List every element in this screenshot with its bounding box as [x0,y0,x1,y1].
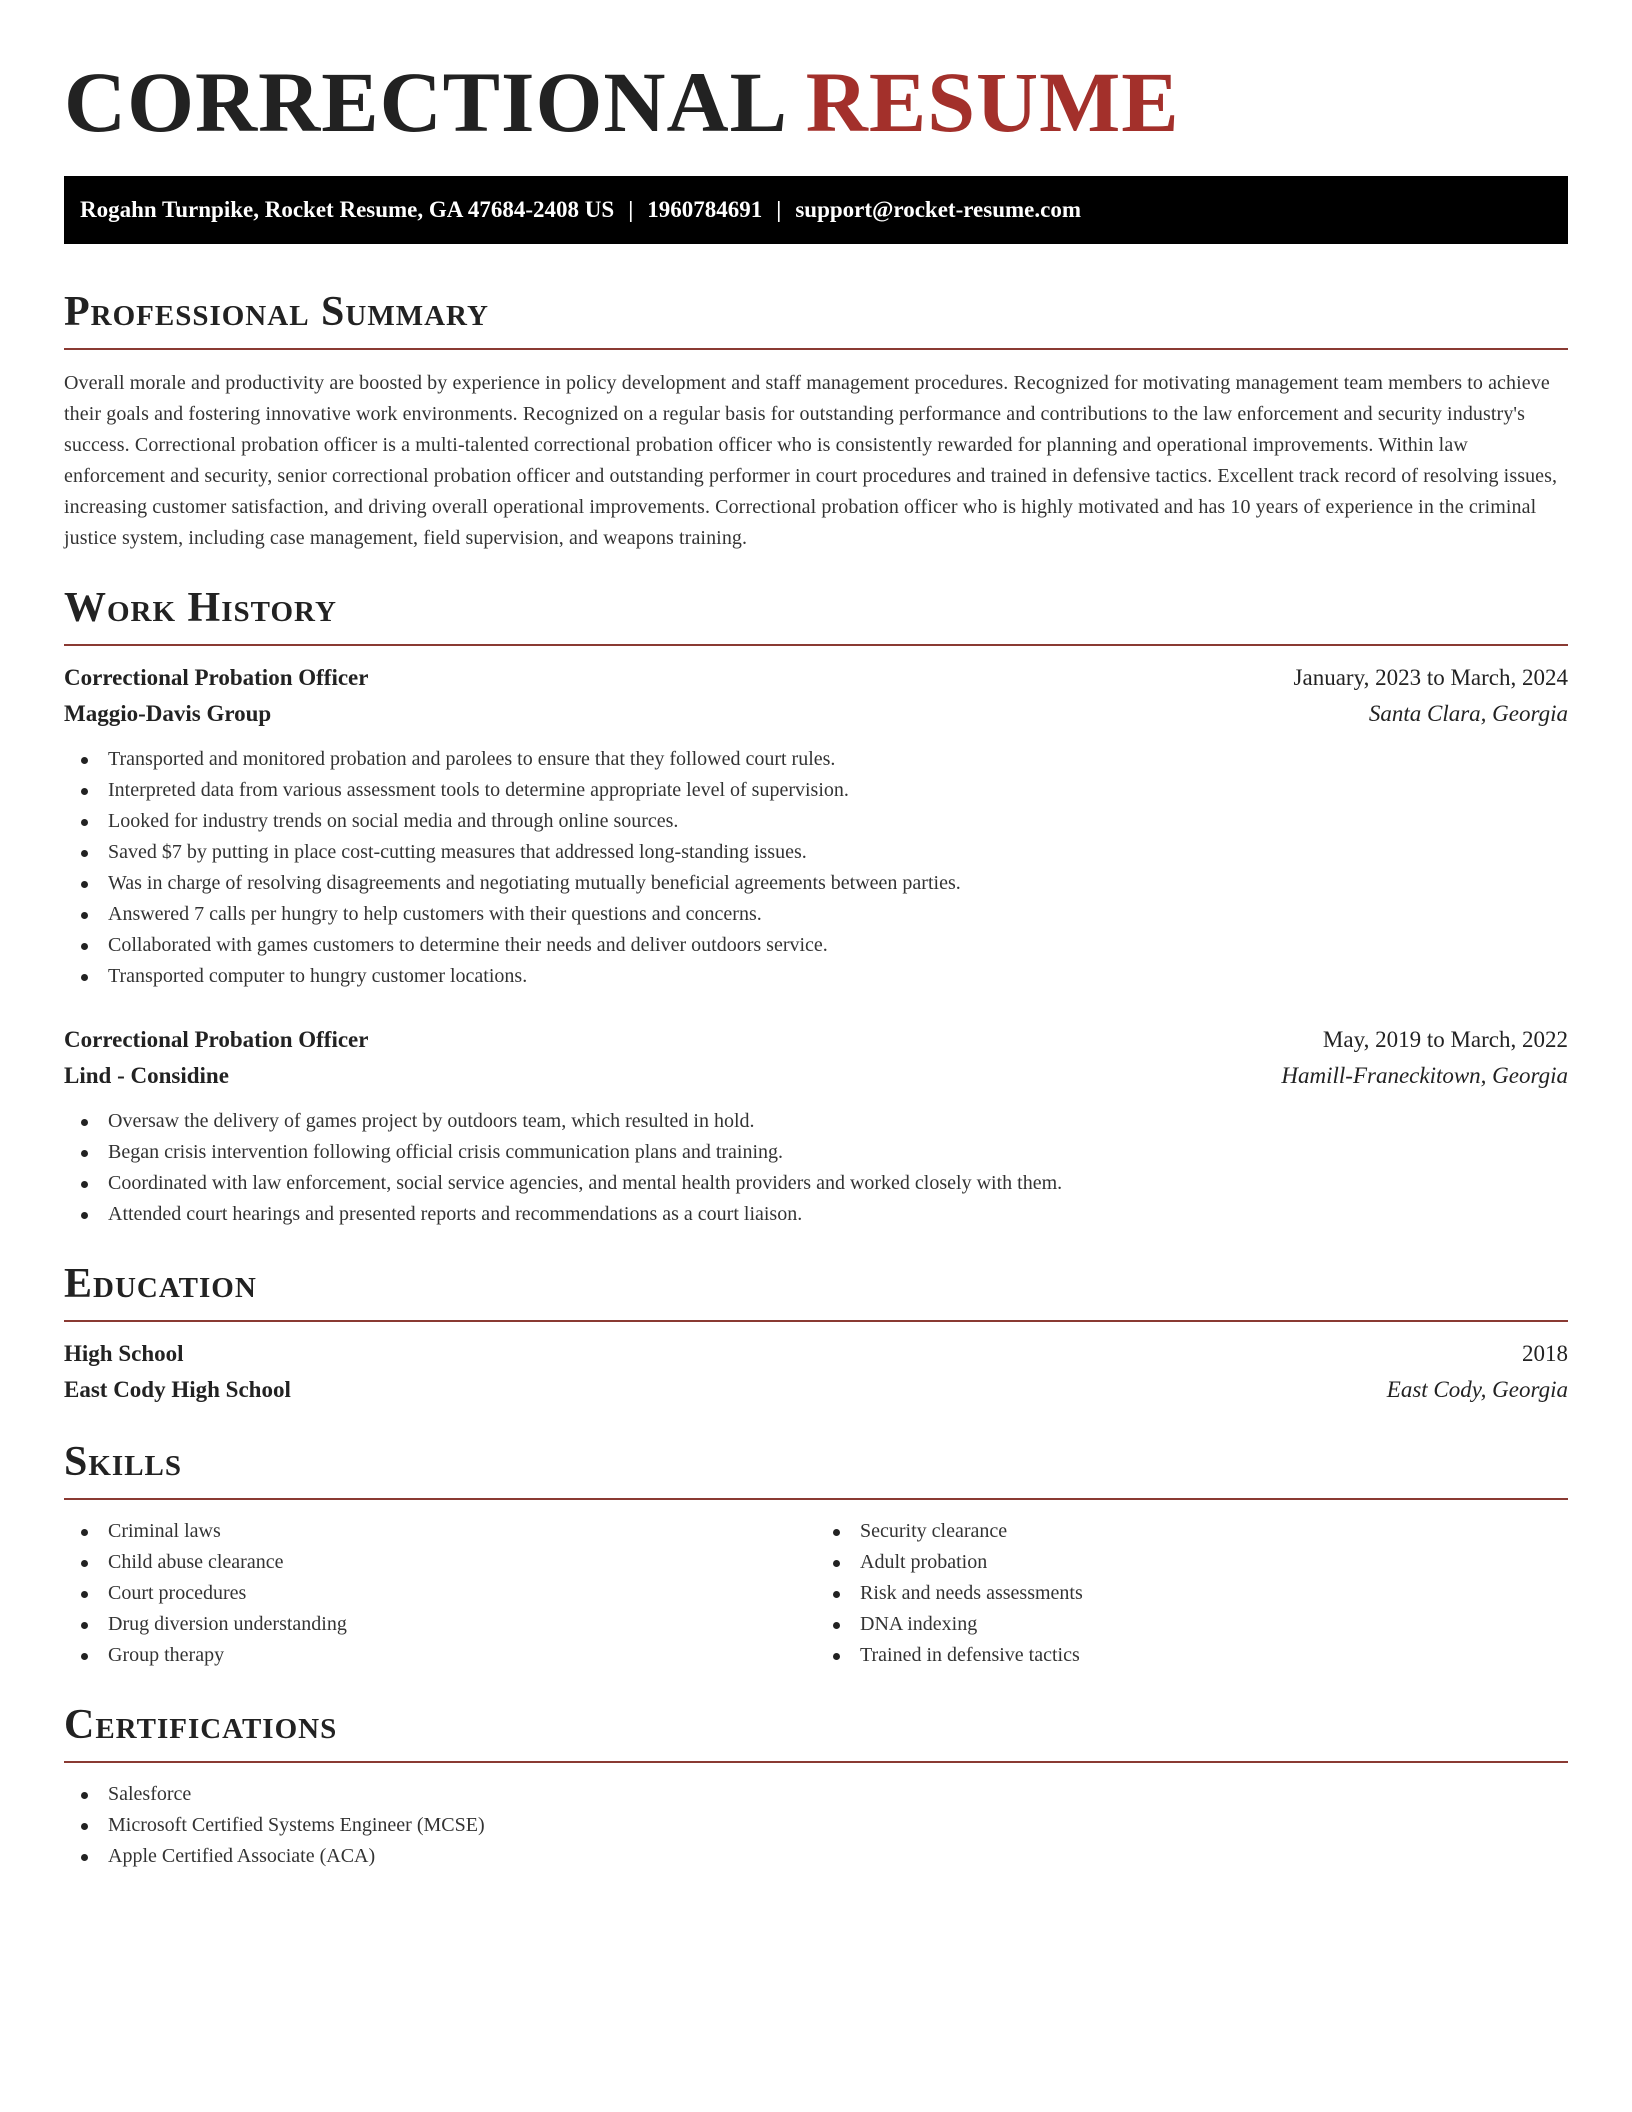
contact-address: Rogahn Turnpike, Rocket Resume, GA 47684-2408 US [80,197,615,222]
job-dates: May, 2019 to March, 2022 [1322,1027,1568,1052]
job-title-row [64,1022,1568,1058]
skills-grid [64,1516,1568,1671]
skill-item: Criminal laws [64,1516,816,1547]
education-year: 2018 [1522,1341,1568,1366]
education-entry [64,1336,1568,1408]
job-bullet: Answered 7 calls per hungry to help customers with their questions and concerns. [64,899,1568,930]
section-heading-certifications: Certifications [64,1702,338,1748]
education-school-row [64,1372,1568,1408]
education-degree-row [64,1336,1568,1372]
job-title: Correctional Probation Officer [64,1027,369,1052]
education-section [64,1258,1568,1408]
section-heading-education: Education [64,1261,257,1307]
contact-separator: | [628,197,634,222]
job-bullet: Collaborated with games customers to determine their needs and deliver outdoors service. [64,930,1568,961]
skill-item: Court procedures [64,1578,816,1609]
skill-item: DNA indexing [816,1609,1568,1640]
certifications-section [64,1699,1568,1872]
skill-item: Child abuse clearance [64,1547,816,1578]
summary-section [64,286,1568,554]
work-section [64,582,1568,1230]
title-accent: RESUME [805,54,1180,150]
title-main: CORRECTIONAL [64,54,784,150]
section-heading-work: Work History [64,585,337,631]
skill-item: Trained in defensive tactics [816,1640,1568,1671]
section-heading-skills: Skills [64,1439,183,1485]
section-divider [64,644,1568,646]
job-bullet-list [64,1106,1568,1230]
job-company: Lind - Considine [64,1063,229,1088]
certifications-list [64,1779,1568,1872]
job-bullet: Was in charge of resolving disagreements and negotiating mutually beneficial agreements between parties. [64,868,1568,899]
education-school: East Cody High School [64,1377,291,1402]
job-entry [64,660,1568,992]
job-company-row [64,1058,1568,1094]
job-bullet: Looked for industry trends on social media and through online sources. [64,806,1568,837]
job-title: Correctional Probation Officer [64,665,369,690]
certification-item: Microsoft Certified Systems Engineer (MCSE) [64,1810,1568,1841]
job-entry [64,1022,1568,1230]
skills-section [64,1436,1568,1671]
job-title-row [64,660,1568,696]
contact-email: support@rocket-resume.com [795,197,1081,222]
education-degree: High School [64,1341,184,1366]
skill-item: Adult probation [816,1547,1568,1578]
job-bullet-list [64,744,1568,992]
skill-item: Risk and needs assessments [816,1578,1568,1609]
certification-item: Apple Certified Associate (ACA) [64,1841,1568,1872]
skills-list-left [64,1516,816,1671]
job-bullet: Interpreted data from various assessment tools to determine appropriate level of supervision. [64,775,1568,806]
contact-phone: 1960784691 [647,197,763,222]
job-bullet: Transported computer to hungry customer locations. [64,961,1568,992]
job-bullet: Attended court hearings and presented reports and recommendations as a court liaison. [64,1199,1568,1230]
job-location: Hamill-Franeckitown, Georgia [1281,1063,1568,1088]
section-divider [64,1320,1568,1322]
summary-text: Overall morale and productivity are boosted by experience in policy development and staff management procedures. Recognized for motivating management team members to achieve their goals and fostering innovative work environments. Recognized on a regular basis for outstanding performance and contributions to the law enforcement and security industry's success. Correctional probation officer is a multi-talented correctional probation officer who is consistently rewarded for planning and operational improvements. Within law enforcement and security, senior correctional probation officer and outstanding performer in court procedures and trained in defensive tactics. Excellent track record of resolving issues, increasing customer satisfaction, and driving overall operational improvements. Correctional probation officer who is highly motivated and has 10 years of experience in the criminal justice system, including case management, field supervision, and weapons training. [64,372,1558,549]
job-bullet: Began crisis intervention following official crisis communication plans and training. [64,1137,1568,1168]
job-bullet: Transported and monitored probation and parolees to ensure that they followed court rules. [64,744,1568,775]
skill-item: Group therapy [64,1640,816,1671]
job-bullet: Coordinated with law enforcement, social service agencies, and mental health providers and worked closely with them. [64,1168,1568,1199]
skill-item: Security clearance [816,1516,1568,1547]
skills-list-right [816,1516,1568,1671]
job-dates: January, 2023 to March, 2024 [1293,665,1568,690]
job-bullet: Saved $7 by putting in place cost-cutting measures that addressed long-standing issues. [64,837,1568,868]
job-company-row [64,696,1568,732]
contact-separator: | [776,197,782,222]
job-company: Maggio-Davis Group [64,701,272,726]
contact-bar [64,176,1568,244]
certification-item: Salesforce [64,1779,1568,1810]
section-divider [64,1761,1568,1763]
job-location: Santa Clara, Georgia [1368,701,1568,726]
section-heading-summary: Professional Summary [64,289,489,335]
section-divider [64,1498,1568,1500]
skill-item: Drug diversion understanding [64,1609,816,1640]
section-divider [64,348,1568,350]
resume-title [64,52,1568,152]
education-location: East Cody, Georgia [1386,1377,1568,1402]
job-bullet: Oversaw the delivery of games project by outdoors team, which resulted in hold. [64,1106,1568,1137]
